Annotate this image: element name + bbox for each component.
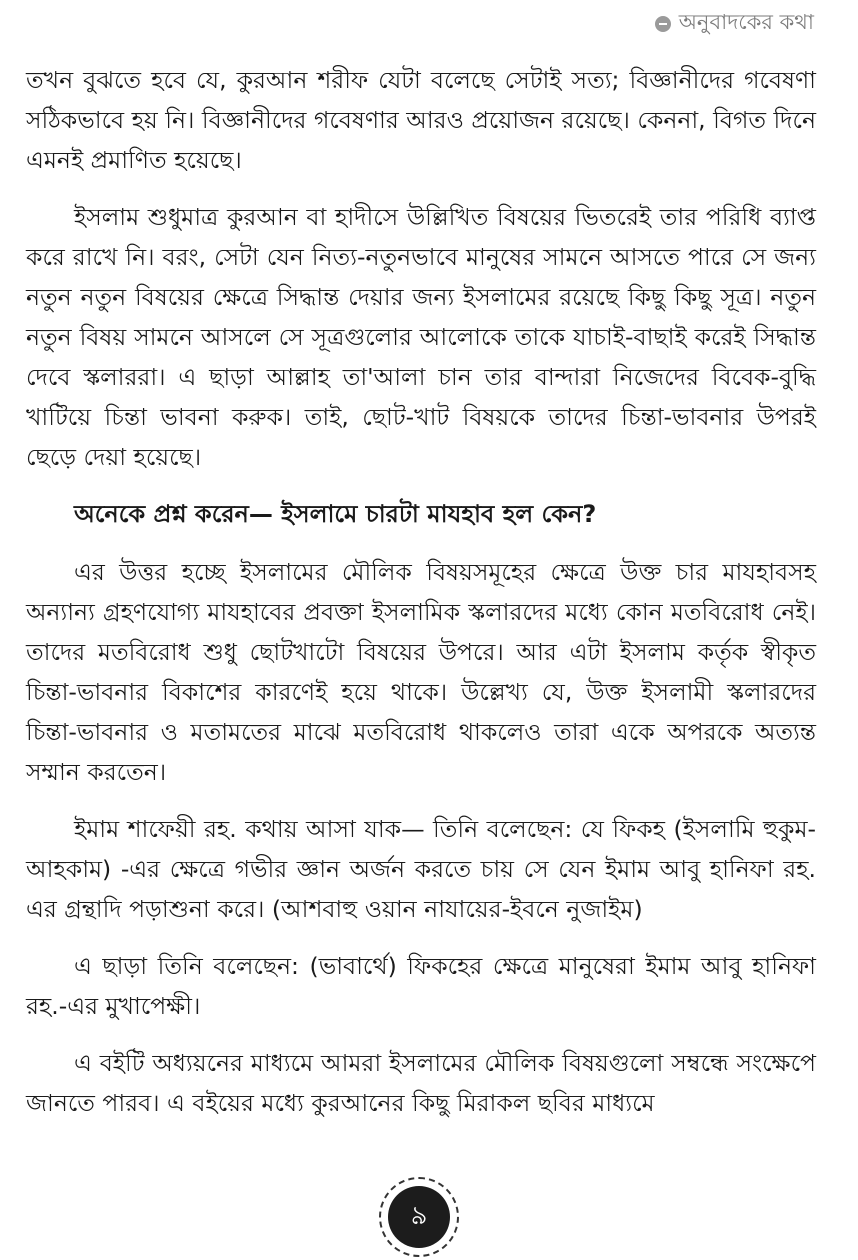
running-header [655, 6, 814, 41]
paragraph-3: এর উত্তর হচ্ছে ইসলামের মৌলিক বিষয়সমূহের ক্ষেত্রে উক্ত চার মাযহাবসহ অন্যান্য গ্রহণযোগ্য মাযহাবের প্রবক্তা ইসলামিক স্কলারদের মধ্যে কোন মতবিরোধ নেই। তাদের মতবিরোধ শুধু ছোটখাটো বিষয়ের উপরে। আর এটা ইসলাম কর্তৃক স্বীকৃত চিন্তা-ভাবনার বিকাশের কারণেই হয়ে থাকে। উল্লেখ্য যে, উক্ত ইসলামী স্কলারদের চিন্তা-ভাবনার ও মতামতের মাঝে মতবিরোধ থাকলেও তারা একে অপরকে অত্যন্ত সম্মান করতেন। [26, 558, 816, 786]
page-number: ৯ [388, 1186, 450, 1248]
paragraph-1: তখন বুঝতে হবে যে, কুরআন শরীফ যেটা বলেছে সেটাই সত্য; বিজ্ঞানীদের গবেষণা সঠিকভাবে হয় নি। বিজ্ঞানীদের গবেষণার আরও প্রয়োজন রয়েছে। কেননা, বিগত দিনে এমনই প্রমাণিত হয়েছে। [26, 66, 816, 174]
paragraph-5: এ ছাড়া তিনি বলেছেন: (ভাবার্থে) ফিকহের ক্ষেত্রে মানুষেরা ইমাম আবু হানিফা রহ.-এর মুখাপেক্ষী। [26, 952, 816, 1020]
paragraph-6: এ বইটি অধ্যয়নের মাধ্যমে আমরা ইসলামের মৌলিক বিষয়গুলো সম্বন্ধে সংক্ষেপে জানতে পারব। এ বইয়ের মধ্যে কুরআনের কিছু মিরাকল ছবির মাধ্যমে [26, 1049, 816, 1117]
paragraph-2: ইসলাম শুধুমাত্র কুরআন বা হাদীসে উল্লিখিত বিষয়ের ভিতরেই তার পরিধি ব্যাপ্ত করে রাখে নি। বরং, সেটা যেন নিত্য-নতুনভাবে মানুষের সামনে আসতে পারে সে জন্য নতুন নতুন বিষয়ের ক্ষেত্রে সিদ্ধান্ত দেয়ার জন্য ইসলামের রয়েছে কিছু কিছু সূত্র। নতুন নতুন বিষয় সামনে আসলে সে সূত্রগুলোর আলোকে তাকে যাচাই-বাছাই করেই সিদ্ধান্ত দেবে স্কলাররা। এ ছাড়া আল্লাহ তা'আলা চান তার বান্দারা নিজেদের বিবেক-বুদ্ধি খাটিয়ে চিন্তা ভাবনা করুক। তাই, ছোট-খাট বিষয়কে তাদের চিন্তা-ভাবনার উপরই ছেড়ে দেয়া হয়েছে। [26, 203, 816, 471]
header-title: অনুবাদকের কথা [678, 10, 814, 34]
page-body [26, 60, 816, 1140]
section-heading: অনেকে প্রশ্ন করেন— ইসলামে চারটা মাযহাব হল কেন? [74, 500, 597, 528]
chapter-marker-icon [655, 16, 671, 32]
paragraph-4: ইমাম শাফেয়ী রহ. কথায় আসা যাক— তিনি বলেছেন: যে ফিকহ (ইসলামি হুকুম-আহকাম) -এর ক্ষেত্রে গভীর জ্ঞান অর্জন করতে চায় সে যেন ইমাম আবু হানিফা রহ. এর গ্রন্থাদি পড়াশুনা করে। (আশবাহু ওয়ান নাযায়ের-ইবনে নুজাইম) [26, 815, 816, 923]
page-number-badge [379, 1177, 459, 1257]
